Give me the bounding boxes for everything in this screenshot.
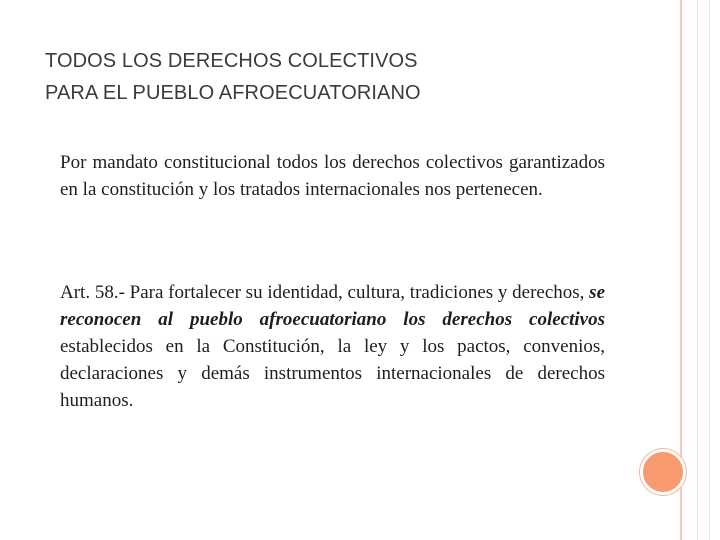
decorative-border-line — [697, 0, 698, 540]
slide-title — [45, 45, 645, 109]
paragraph-constitutional-mandate: Por mandato constitucional todos los derechos colectivos garantizados en la constitución y los tratados internacionales nos pertenecen. — [60, 152, 605, 200]
article-58-text-end: establecidos en la Constitución, la ley y los pactos, convenios, declaraciones y demás instrumentos internacionales de derechos humanos. — [60, 336, 605, 411]
paragraph-article-58 — [60, 279, 605, 414]
slide-title-line-2: PARA EL PUEBLO AFROECUATORIANO — [45, 82, 421, 104]
decorative-border-line — [709, 0, 710, 540]
slide-title-line-1: TODOS LOS DERECHOS COLECTIVOS — [45, 50, 418, 72]
article-58-text-start: Art. 58.- Para fortalecer su identidad, cultura, tradiciones y derechos, — [60, 282, 590, 303]
article-58-emphasis: se reconocen al pueblo afroecuatoriano los derechos colectivos — [60, 282, 605, 330]
decorative-circle — [640, 449, 686, 495]
